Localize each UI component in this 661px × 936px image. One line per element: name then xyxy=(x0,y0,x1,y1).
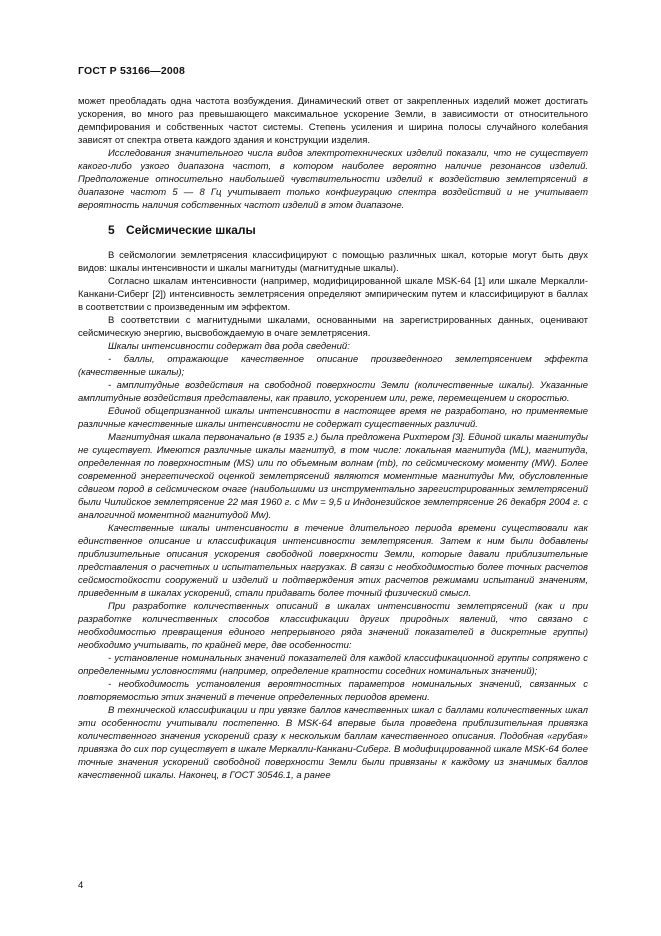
paragraph: При разработке количественных описаний в шкалах интенсивности землетрясений (как и при разработке количественных способов классификации других природных явлений, что связано с необходимостью превращения единого непрерывного ряда значений показателей в дискретные группы) необходимо учитывать, по крайней мере, две особенности: xyxy=(78,601,588,651)
paragraph: В соответствии с магнитудными шкалами, основанными на зарегистрированных данных, оценивают сейсмическую энергию, высвобождаемую в очаге землетрясения. xyxy=(78,315,588,339)
list-item: - установление номинальных значений показателей для каждой классификационной группы сопряжено с определенными условностями (например, определение кратности соседних номинальных значений); xyxy=(78,653,588,677)
paragraph: Согласно шкалам интенсивности (например, модифицированной шкале MSK-64 [1] или шкале Меркалли-Канкани-Сиберг [2]) интенсивность землетрясения определяют эмпирическим путем и классифицируют в баллах в соответствии с произведенным им эффектом. xyxy=(78,276,588,313)
document-body xyxy=(78,95,588,782)
page-number: 4 xyxy=(78,880,84,891)
list-item: - амплитудные воздействия на свободной поверхности Земли (количественные шкалы). Указанные амплитудные воздействия представлены, как правило, ускорением или, реже, перемещением и скоростью. xyxy=(78,380,588,404)
section-title: Сейсмические шкалы xyxy=(126,223,256,237)
paragraph: В технической классификации и при увязке баллов качественных шкал с баллами количественных шкал эти особенности учитывали постепенно. В MSK-64 впервые была проведена приблизительная привязка количественного значения ускорений сразу к нескольким баллам качественного описания. Подобная «грубая» привязка до сих пор существует в шкале Меркалли-Канкани-Сиберг. В модифицированной шкале MSK-64 более точные значения ускорений свободной поверхности Земли были привязаны к каждому из значимых баллов качественной шкалы. Наконец, в ГОСТ 30546.1, а ранее xyxy=(78,705,588,781)
paragraph: Магнитудная шкала первоначально (в 1935 г.) была предложена Рихтером [3]. Единой шкалы магнитуды не существует. Имеются различные шкалы магнитуд, в том числе: локальная магнитуда (ML), магнитуда, определенная по поверхностным (MS) или по объемным волнам (mb), по сейсмическому моменту (MW). Более современной энергетической оценкой землетрясений являются моментные магнитуды Mw, обусловленные сдвигом пород в сейсмическом очаге (наибольшими из инструментально зарегистрированных землетрясений были Чилийское землетрясение 22 мая 1960 г. с Mw = 9,5 и Индонезийское землетрясение 26 декабря 2004 г. с аналогичной моментной магнитудой Mw). xyxy=(78,432,588,521)
paragraph: может преобладать одна частота возбуждения. Динамический ответ от закрепленных изделий может достигать ускорения, во много раз превышающего максимальное ускорение Земли, в зависимости от относительного демпфирования и собственных частот системы. Степень усиления и ширина полосы случайного колебания зависят от спектра ответа каждого здания и конструкции изделия. xyxy=(78,96,588,146)
list-item: - необходимость установления вероятностных параметров номинальных значений, связанных с повторяемостью этих значений в течение определенных периодов времени. xyxy=(78,679,588,703)
document-header: ГОСТ Р 53166—2008 xyxy=(78,65,186,77)
paragraph: Шкалы интенсивности содержат два рода сведений: xyxy=(108,341,350,352)
section-number: 5 xyxy=(108,223,115,237)
paragraph: Единой общепризнанной шкалы интенсивности в настоящее время не разработано, но применяемые различные качественные шкалы интенсивности не содержат существенных различий. xyxy=(78,406,588,430)
paragraph: Исследования значительного числа видов электротехнических изделий показали, что не существует какого-либо узкого диапазона частот, в котором наиболее вероятно наличие резонансов изделий. Предположение относительно наибольшей чувствительности изделий к воздействию землетрясений в диапазоне частот 5 — 8 Гц учитывает только конфигурацию спектра воздействий и не учитывает вероятность наличия собственных частот изделий в этом диапазоне. xyxy=(78,148,588,211)
paragraph: В сейсмологии землетрясения классифицируют с помощью различных шкал, которые могут быть двух видов: шкалы интенсивности и шкалы магнитуды (магнитудные шкалы). xyxy=(78,250,588,274)
paragraph: Качественные шкалы интенсивности в течение длительного периода времени существовали как единственное описание и классификация интенсивности землетрясения. Затем к ним были добавлены приблизительные описания ускорения свободной поверхности Земли, которые давали приблизительные представления о расчетных и испытательных нагрузках. В связи с необходимостью более точных расчетов сейсмостойкости сооружений и изделий и подтверждения этих расчетов режимами испытаний значениям, приведенным в шкалах ускорений, стали придавать более точный физический смысл. xyxy=(78,523,588,599)
list-item: - баллы, отражающие качественное описание произведенного землетрясением эффекта (качественные шкалы); xyxy=(78,354,588,378)
section-heading xyxy=(78,223,588,237)
